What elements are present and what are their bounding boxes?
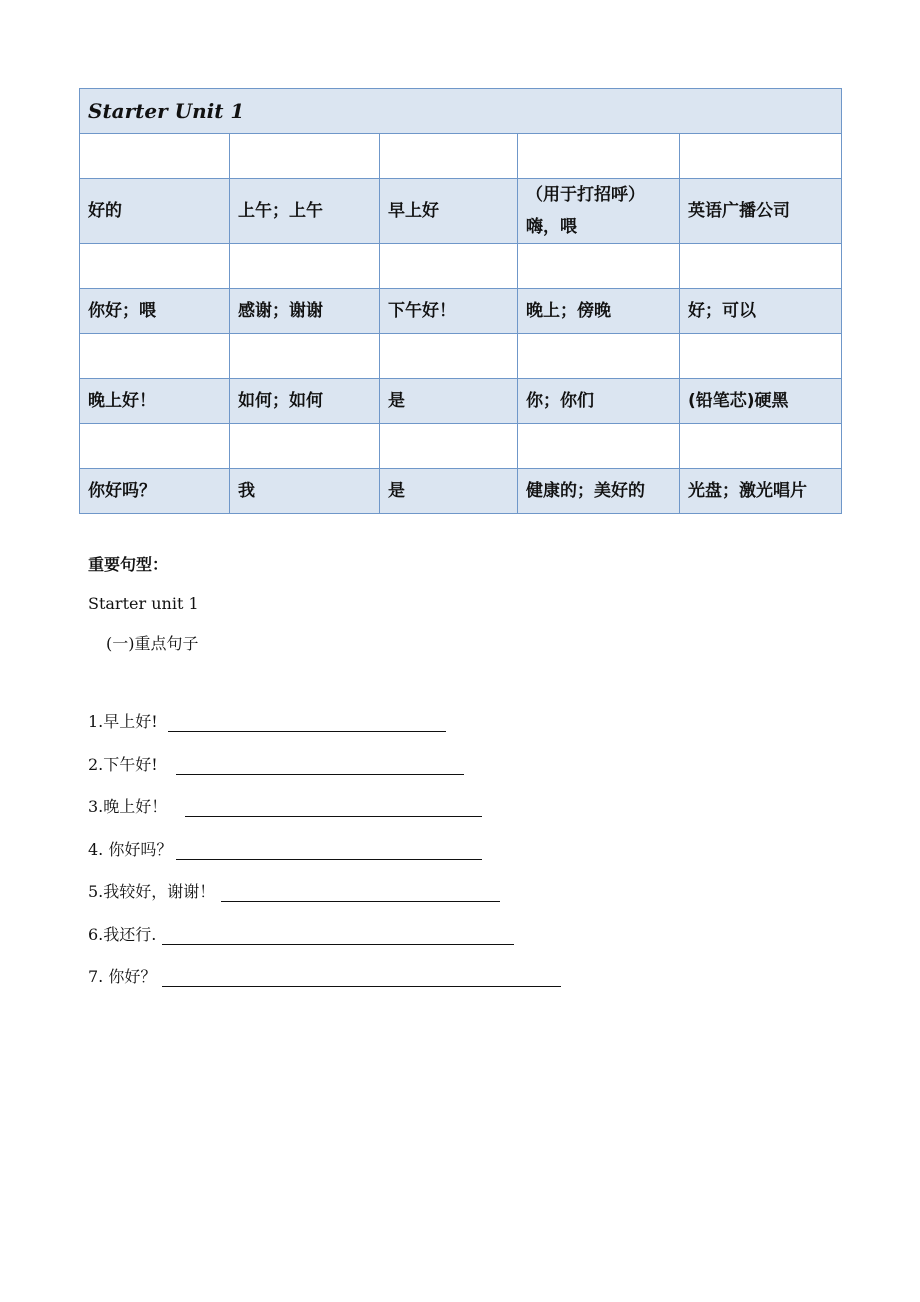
- table-cell: (铅笔芯)硬黑: [680, 379, 842, 424]
- sentence-item: [88, 879, 500, 902]
- table-cell: 早上好: [380, 179, 518, 244]
- table-cell: 下午好！: [380, 289, 518, 334]
- vocabulary-table: [79, 88, 842, 514]
- table-cell: 如何；如何: [230, 379, 380, 424]
- sentence-item: [88, 752, 464, 775]
- table-cell: 上午；上午: [230, 179, 380, 244]
- table-row: [80, 379, 842, 424]
- table-cell: [680, 134, 842, 179]
- table-cell: 是: [380, 469, 518, 514]
- table-cell: [80, 244, 230, 289]
- unit-label: Starter unit 1: [88, 594, 199, 613]
- table-row: [80, 469, 842, 514]
- table-cell: [230, 134, 380, 179]
- answer-blank-line[interactable]: [168, 715, 446, 732]
- table-cell: [80, 334, 230, 379]
- table-cell: [230, 244, 380, 289]
- table-cell: 晚上；傍晚: [518, 289, 680, 334]
- table-row: [80, 289, 842, 334]
- sentence-text: 1.早上好!: [88, 712, 158, 731]
- sentence-item: [88, 709, 446, 732]
- section-title: 重要句型：: [88, 555, 169, 574]
- table-cell: [518, 134, 680, 179]
- table-cell: [380, 334, 518, 379]
- table-cell: [518, 244, 680, 289]
- table-cell: 是: [380, 379, 518, 424]
- table-cell: 感谢；谢谢: [230, 289, 380, 334]
- table-cell: [518, 334, 680, 379]
- sentence-item: [88, 794, 482, 817]
- table-cell: 晚上好！: [80, 379, 230, 424]
- subheading: (一)重点句子: [106, 634, 199, 653]
- table-cell: [518, 424, 680, 469]
- sentence-text: 4. 你好吗？: [88, 840, 173, 859]
- sentence-item: [88, 837, 482, 860]
- table-cell: [680, 334, 842, 379]
- table-cell: 你好吗？: [80, 469, 230, 514]
- sentence-item: [88, 922, 514, 945]
- answer-blank-line[interactable]: [176, 843, 482, 860]
- table-row: [80, 179, 842, 244]
- table-cell: 好的: [80, 179, 230, 244]
- table-cell: 健康的；美好的: [518, 469, 680, 514]
- table-cell: 光盘；激光唱片: [680, 469, 842, 514]
- table-cell: [80, 424, 230, 469]
- table-cell: 你好；喂: [80, 289, 230, 334]
- sentence-text: 7. 你好？: [88, 967, 157, 986]
- blank-row: [80, 134, 842, 179]
- sentence-text: 2.下午好!: [88, 755, 158, 774]
- table-cell: [380, 134, 518, 179]
- answer-blank-line[interactable]: [162, 970, 561, 987]
- table-cell: [680, 424, 842, 469]
- blank-row: [80, 334, 842, 379]
- sentence-text: 6.我还行.: [88, 925, 157, 944]
- sentence-item: [88, 964, 561, 987]
- table-cell: 你；你们: [518, 379, 680, 424]
- answer-blank-line[interactable]: [221, 885, 500, 902]
- table-cell: [80, 134, 230, 179]
- answer-blank-line[interactable]: [162, 928, 514, 945]
- blank-row: [80, 424, 842, 469]
- answer-blank-line[interactable]: [176, 758, 464, 775]
- sentence-text: 5.我较好，谢谢！: [88, 882, 216, 901]
- blank-row: [80, 244, 842, 289]
- table-cell: [230, 424, 380, 469]
- sentence-text: 3.晚上好！: [88, 797, 168, 816]
- table-cell: 英语广播公司: [680, 179, 842, 244]
- table-cell: 好；可以: [680, 289, 842, 334]
- table-cell: [380, 244, 518, 289]
- table-cell: （用于打招呼）嗨，喂: [518, 179, 680, 244]
- table-cell: [680, 244, 842, 289]
- table-cell: 我: [230, 469, 380, 514]
- table-cell: [230, 334, 380, 379]
- answer-blank-line[interactable]: [185, 800, 482, 817]
- table-title: Starter Unit 1: [80, 89, 842, 134]
- table-cell: [380, 424, 518, 469]
